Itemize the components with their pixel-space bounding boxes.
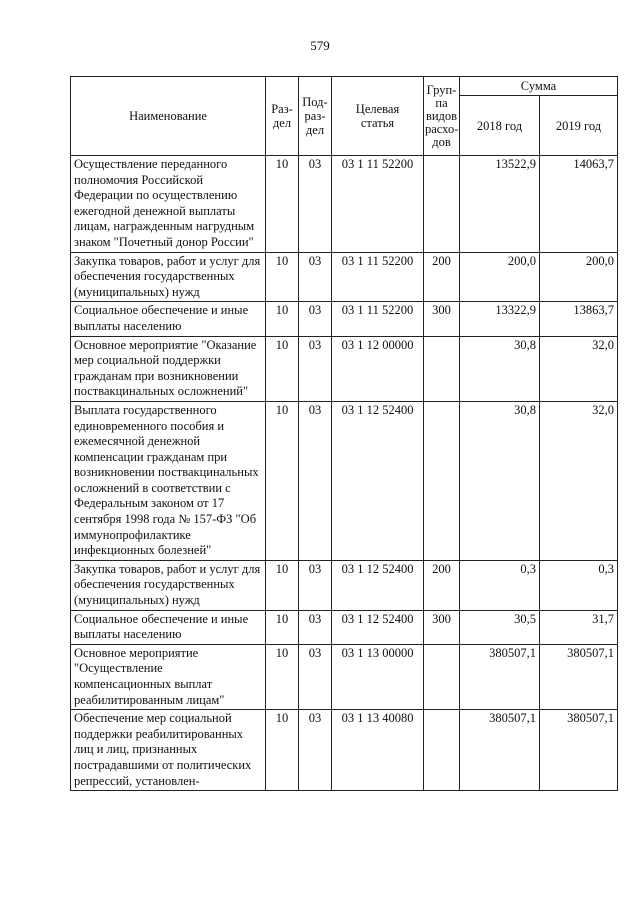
- header-year-2018: 2018 год: [460, 96, 540, 156]
- cell-subsection: 03: [299, 644, 332, 709]
- header-sum: Сумма: [460, 77, 618, 96]
- cell-group: 200: [424, 560, 460, 610]
- cell-group: [424, 336, 460, 401]
- cell-target: 03 1 12 52400: [332, 401, 424, 560]
- cell-target: 03 1 13 40080: [332, 710, 424, 791]
- cell-subsection: 03: [299, 302, 332, 336]
- cell-group: [424, 710, 460, 791]
- cell-group: [424, 644, 460, 709]
- cell-target: 03 1 11 52200: [332, 302, 424, 336]
- cell-name: Закупка товаров, работ и услуг для обеспечения государственных (муниципальных) нужд: [71, 560, 266, 610]
- cell-2018: 0,3: [460, 560, 540, 610]
- cell-2019: 31,7: [540, 610, 618, 644]
- cell-name: Осуществление переданного полномочия Российской Федерации по осуществлению ежегодной денежной выплаты лицам, награжденным нагрудным знаком "Почетный донор России": [71, 156, 266, 253]
- cell-2018: 13322,9: [460, 302, 540, 336]
- cell-2019: 0,3: [540, 560, 618, 610]
- cell-section: 10: [266, 156, 299, 253]
- cell-name: Выплата государственного единовременного пособия и ежемесячной денежной компенсации гражданам при возникновении поствакцинальных осложнений в соответствии с Федеральным законом от 17 сентября 1998 года № 157-ФЗ "Об иммунопрофилактике инфекционных болезней": [71, 401, 266, 560]
- cell-subsection: 03: [299, 156, 332, 253]
- table-row: [71, 302, 618, 336]
- cell-2019: 200,0: [540, 252, 618, 302]
- cell-name: Социальное обеспечение и иные выплаты населению: [71, 610, 266, 644]
- cell-subsection: 03: [299, 560, 332, 610]
- cell-2019: 32,0: [540, 401, 618, 560]
- cell-group: [424, 156, 460, 253]
- cell-group: 200: [424, 252, 460, 302]
- cell-section: 10: [266, 401, 299, 560]
- cell-2019: 380507,1: [540, 644, 618, 709]
- table-row: [71, 644, 618, 709]
- page-number: 579: [310, 38, 330, 53]
- cell-subsection: 03: [299, 336, 332, 401]
- header-section: Раз- дел: [266, 77, 299, 156]
- cell-section: 10: [266, 644, 299, 709]
- cell-target: 03 1 12 52400: [332, 560, 424, 610]
- cell-section: 10: [266, 710, 299, 791]
- cell-subsection: 03: [299, 252, 332, 302]
- cell-section: 10: [266, 336, 299, 401]
- cell-target: 03 1 13 00000: [332, 644, 424, 709]
- header-target: Целевая статья: [332, 77, 424, 156]
- header-year-2019: 2019 год: [540, 96, 618, 156]
- table-body: [71, 156, 618, 791]
- cell-2019: 32,0: [540, 336, 618, 401]
- cell-group: [424, 401, 460, 560]
- header-subsection: Под- раз- дел: [299, 77, 332, 156]
- cell-2018: 30,5: [460, 610, 540, 644]
- cell-2019: 13863,7: [540, 302, 618, 336]
- cell-2018: 13522,9: [460, 156, 540, 253]
- cell-target: 03 1 11 52200: [332, 252, 424, 302]
- table-row: [71, 401, 618, 560]
- cell-name: Обеспечение мер социальной поддержки реабилитированных лиц и лиц, признанных пострадавшими от политических репрессий, установлен-: [71, 710, 266, 791]
- cell-target: 03 1 12 00000: [332, 336, 424, 401]
- header-name: Наименование: [71, 77, 266, 156]
- table-row: [71, 610, 618, 644]
- cell-section: 10: [266, 252, 299, 302]
- cell-name: Основное мероприятие "Оказание мер социальной поддержки гражданам при возникновении поствакцинальных осложнений": [71, 336, 266, 401]
- cell-2018: 380507,1: [460, 644, 540, 709]
- cell-2018: 200,0: [460, 252, 540, 302]
- header-group: Груп- па видов расхо- дов: [424, 77, 460, 156]
- cell-target: 03 1 11 52200: [332, 156, 424, 253]
- cell-group: 300: [424, 610, 460, 644]
- table-row: [71, 336, 618, 401]
- cell-section: 10: [266, 610, 299, 644]
- cell-2018: 380507,1: [460, 710, 540, 791]
- cell-subsection: 03: [299, 610, 332, 644]
- table-row: [71, 156, 618, 253]
- table-row: [71, 560, 618, 610]
- budget-table: [70, 76, 618, 791]
- cell-section: 10: [266, 302, 299, 336]
- cell-name: Основное мероприятие "Осуществление компенсационных выплат реабилитированным лицам": [71, 644, 266, 709]
- cell-group: 300: [424, 302, 460, 336]
- table-row: [71, 710, 618, 791]
- cell-2019: 380507,1: [540, 710, 618, 791]
- cell-2019: 14063,7: [540, 156, 618, 253]
- cell-2018: 30,8: [460, 336, 540, 401]
- cell-subsection: 03: [299, 401, 332, 560]
- cell-target: 03 1 12 52400: [332, 610, 424, 644]
- cell-section: 10: [266, 560, 299, 610]
- cell-name: Закупка товаров, работ и услуг для обеспечения государственных (муниципальных) нужд: [71, 252, 266, 302]
- cell-subsection: 03: [299, 710, 332, 791]
- cell-name: Социальное обеспечение и иные выплаты населению: [71, 302, 266, 336]
- cell-2018: 30,8: [460, 401, 540, 560]
- table-row: [71, 252, 618, 302]
